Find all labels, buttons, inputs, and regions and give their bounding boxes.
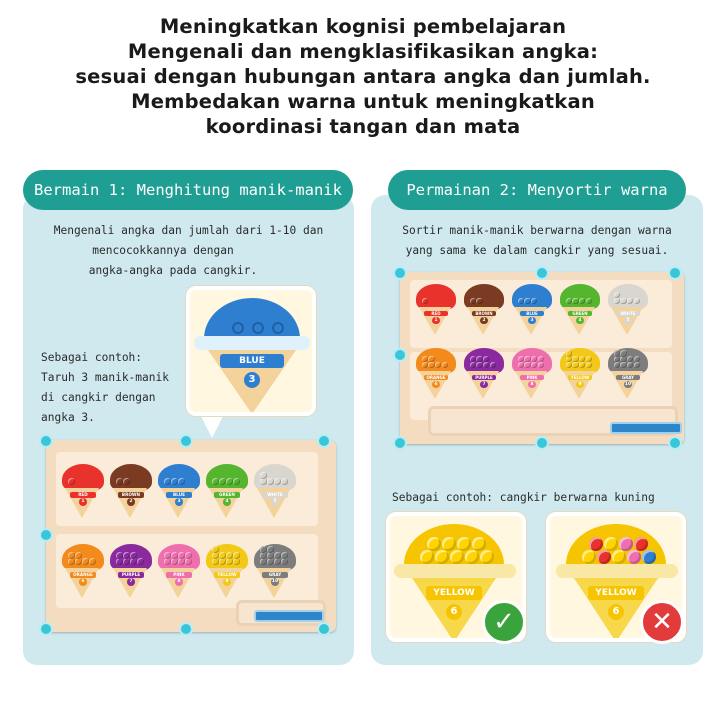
bead xyxy=(450,550,464,564)
yellow-cup-rim xyxy=(556,564,678,578)
peg xyxy=(395,350,405,360)
bead xyxy=(422,298,428,304)
bead xyxy=(226,478,233,485)
cup-number: 2 xyxy=(127,498,135,506)
bead xyxy=(267,478,274,485)
bead xyxy=(75,558,82,565)
cup-number: 5 xyxy=(271,498,279,506)
yellow-cup-rim xyxy=(394,564,516,578)
cup-number: 8 xyxy=(528,381,535,388)
cup-label: GREEN xyxy=(568,311,592,317)
cup-brown xyxy=(464,284,504,336)
bead xyxy=(435,550,449,564)
bead xyxy=(178,552,185,559)
bead xyxy=(634,537,648,551)
bead xyxy=(428,362,434,368)
cup-number: 10 xyxy=(271,579,279,585)
cup-pink xyxy=(512,348,552,400)
bead xyxy=(582,550,596,564)
cup-label: GRAY xyxy=(262,572,287,578)
bead xyxy=(267,552,274,559)
bead xyxy=(614,298,620,304)
cup-number: 10 xyxy=(624,381,632,387)
bead xyxy=(566,298,572,304)
bead xyxy=(281,558,288,565)
cup-label: GREEN xyxy=(214,492,239,498)
counting-example-3: di cangkir dengan xyxy=(41,391,156,404)
zoom-cup-label: BLUE xyxy=(220,354,284,368)
bead xyxy=(597,550,611,564)
cup-dome xyxy=(464,284,504,309)
cup-label: ORANGE xyxy=(424,375,448,381)
bead xyxy=(518,362,524,368)
peg xyxy=(537,268,547,278)
bead xyxy=(212,478,219,485)
cup-label: RED xyxy=(424,311,448,317)
bead xyxy=(572,356,578,362)
cup-label: PINK xyxy=(520,375,544,381)
headline-line-5: koordinasi tangan dan mata xyxy=(205,115,521,138)
bead xyxy=(604,537,618,551)
bead xyxy=(620,350,626,356)
bead xyxy=(634,362,640,368)
bead xyxy=(233,558,240,565)
cup-label: BROWN xyxy=(472,311,496,317)
bead xyxy=(470,362,476,368)
cup-orange xyxy=(416,348,456,400)
headline xyxy=(0,14,726,139)
cup-dome xyxy=(560,284,600,309)
bead xyxy=(524,298,530,304)
bead xyxy=(267,546,274,553)
cup-green xyxy=(206,464,248,519)
cup-green xyxy=(560,284,600,336)
bead xyxy=(123,552,130,559)
bead xyxy=(572,362,578,368)
cup-dome xyxy=(110,464,152,490)
cup-number: 5 xyxy=(624,317,631,324)
bead xyxy=(164,558,171,565)
peg xyxy=(395,438,405,448)
cup-number: 3 xyxy=(528,317,535,324)
cup-number: 6 xyxy=(79,578,87,586)
cup-blue xyxy=(158,464,200,519)
bead xyxy=(68,478,75,485)
cup-label: GRAY xyxy=(616,375,640,381)
bead xyxy=(68,558,75,565)
cup-pink xyxy=(158,544,200,599)
cup-number: 9 xyxy=(576,381,583,388)
cup-label: YELLOW xyxy=(568,375,592,381)
bead xyxy=(538,362,544,368)
cup-label: BLUE xyxy=(166,492,191,498)
bead xyxy=(476,362,482,368)
cup-number: 6 xyxy=(432,381,439,388)
bead xyxy=(226,552,233,559)
bead xyxy=(422,362,428,368)
sorting-example: Sebagai contoh: cangkir berwarna kuning xyxy=(392,491,655,504)
bead xyxy=(116,558,123,565)
cup-purple xyxy=(110,544,152,599)
cup-white xyxy=(608,284,648,336)
cup-number: 4 xyxy=(576,317,583,324)
bead xyxy=(442,537,456,551)
peg xyxy=(181,624,191,634)
peg xyxy=(670,268,680,278)
yellow-cup-label: YELLOW xyxy=(588,586,644,600)
bead xyxy=(116,552,123,559)
bead xyxy=(620,362,626,368)
cup-dome xyxy=(206,464,248,490)
cup-number: 7 xyxy=(127,578,135,586)
cup-label: ORANGE xyxy=(70,572,95,578)
bead xyxy=(472,537,486,551)
cup-label: BLUE xyxy=(520,311,544,317)
check-icon: ✓ xyxy=(482,600,526,644)
cup-label: WHITE xyxy=(262,492,287,498)
cup-orange xyxy=(62,544,104,599)
bead xyxy=(274,552,281,559)
title-counting: Bermain 1: Menghitung manik-manik xyxy=(23,170,353,210)
bead xyxy=(68,552,75,559)
cup-label: PURPLE xyxy=(472,375,496,381)
bead xyxy=(518,298,524,304)
bead xyxy=(476,356,482,362)
cup-label: PINK xyxy=(166,572,191,578)
bead xyxy=(164,478,171,485)
cup-number: 3 xyxy=(175,498,183,506)
cup-label: WHITE xyxy=(616,311,640,317)
bead xyxy=(219,552,226,559)
cup-gray xyxy=(608,348,648,400)
bead xyxy=(524,362,530,368)
bead xyxy=(226,558,233,565)
zoom-blue-cup xyxy=(186,286,316,416)
cup-dome xyxy=(62,464,104,490)
headline-line-1: Meningkatkan kognisi pembelajaran xyxy=(159,15,567,38)
bead xyxy=(612,550,626,564)
peg xyxy=(537,438,547,448)
bead xyxy=(75,552,82,559)
bead xyxy=(171,558,178,565)
bead xyxy=(171,552,178,559)
bead xyxy=(620,298,626,304)
counting-desc-1: Mengenali angka dan jumlah dari 1-10 dan xyxy=(53,224,324,237)
bead xyxy=(634,298,640,304)
cup-number: 7 xyxy=(480,381,487,388)
bead xyxy=(219,478,226,485)
bead xyxy=(260,558,267,565)
zoom-cup-number: 3 xyxy=(244,372,260,388)
cup-blue xyxy=(512,284,552,336)
cup-dome xyxy=(416,284,456,309)
sorting-desc-2: yang sama ke dalam cangkir yang sesuai. xyxy=(405,244,669,257)
yellow-cup-label: YELLOW xyxy=(426,586,482,600)
bead xyxy=(427,537,441,551)
bead xyxy=(476,298,482,304)
bead xyxy=(212,552,219,559)
bead xyxy=(465,550,479,564)
cup-yellow xyxy=(206,544,248,599)
magnetic-stick[interactable] xyxy=(610,422,682,434)
bead xyxy=(620,356,626,362)
cup-label: RED xyxy=(70,492,95,498)
bead xyxy=(614,350,620,356)
yellow-cup-number: 6 xyxy=(446,604,462,620)
counting-example-2: Taruh 3 manik-manik xyxy=(41,371,169,384)
bead xyxy=(116,478,123,485)
bead xyxy=(480,550,494,564)
peg xyxy=(395,268,405,278)
counting-desc-3: angka-angka pada cangkir. xyxy=(88,264,258,277)
headline-line-2: Mengenali dan mengklasifikasikan angka: xyxy=(127,40,599,63)
cup-number: 1 xyxy=(79,498,87,506)
yellow-cup-number: 6 xyxy=(608,604,624,620)
headline-line-3: sesuai dengan hubungan antara angka dan jumlah. xyxy=(75,65,651,88)
cup-number: 4 xyxy=(223,498,231,506)
bead xyxy=(566,350,572,356)
bead xyxy=(267,558,274,565)
bead xyxy=(233,552,240,559)
peg xyxy=(41,624,51,634)
cup-number: 1 xyxy=(432,317,439,324)
cup-white xyxy=(254,464,296,519)
bead xyxy=(164,552,171,559)
cup-number: 9 xyxy=(223,578,231,586)
zoom-cup-rim xyxy=(194,336,310,350)
counting-example-1: Sebagai contoh: xyxy=(41,351,143,364)
counting-example-4: angka 3. xyxy=(41,411,95,424)
bead xyxy=(566,362,572,368)
bead xyxy=(260,478,267,485)
title-sorting: Permainan 2: Menyortir warna xyxy=(388,170,686,210)
bead xyxy=(219,558,226,565)
bead xyxy=(260,546,267,553)
cross-icon: ✕ xyxy=(640,600,684,644)
bead xyxy=(171,478,178,485)
bead xyxy=(260,552,267,559)
bead xyxy=(614,362,620,368)
bead xyxy=(524,356,530,362)
bead xyxy=(89,558,96,565)
bead xyxy=(130,558,137,565)
bead xyxy=(642,550,656,564)
bead xyxy=(185,558,192,565)
bead xyxy=(274,478,281,485)
cup-red xyxy=(62,464,104,519)
peg xyxy=(41,530,51,540)
cup-gray xyxy=(254,544,296,599)
magnetic-stick[interactable] xyxy=(254,610,324,622)
bead xyxy=(442,362,448,368)
peg xyxy=(319,436,329,446)
bead xyxy=(619,537,633,551)
bead xyxy=(212,546,219,553)
cup-dome xyxy=(158,464,200,490)
headline-line-4: Membedakan warna untuk meningkatkan xyxy=(131,90,595,113)
bead xyxy=(82,558,89,565)
sorting-desc-1: Sortir manik-manik berwarna dengan warna xyxy=(402,224,672,237)
cup-label: BROWN xyxy=(118,492,143,498)
bead xyxy=(589,537,603,551)
bead xyxy=(428,356,434,362)
bead xyxy=(586,362,592,368)
bead xyxy=(274,558,281,565)
bead xyxy=(457,537,471,551)
bead xyxy=(130,552,137,559)
bead xyxy=(272,322,284,334)
bead xyxy=(252,322,264,334)
bead xyxy=(420,550,434,564)
bead xyxy=(260,472,267,479)
cup-purple xyxy=(464,348,504,400)
bead xyxy=(178,478,185,485)
counting-desc-2: mencocokkannya dengan xyxy=(92,244,234,257)
bead xyxy=(281,552,288,559)
bead xyxy=(123,558,130,565)
cup-dome xyxy=(512,284,552,309)
bead xyxy=(232,322,244,334)
bead xyxy=(233,478,240,485)
bead xyxy=(212,558,219,565)
bead xyxy=(281,478,288,485)
peg xyxy=(319,624,329,634)
bead xyxy=(137,558,144,565)
peg xyxy=(41,436,51,446)
bead xyxy=(123,478,130,485)
bead xyxy=(470,298,476,304)
bead xyxy=(572,298,578,304)
cup-red xyxy=(416,284,456,336)
cup-brown xyxy=(110,464,152,519)
bead xyxy=(490,362,496,368)
cup-label: PURPLE xyxy=(118,572,143,578)
peg xyxy=(181,436,191,446)
cup-number: 8 xyxy=(175,578,183,586)
bead xyxy=(185,552,192,559)
bead xyxy=(627,550,641,564)
bead xyxy=(178,558,185,565)
peg xyxy=(670,438,680,448)
cup-yellow xyxy=(560,348,600,400)
cup-number: 2 xyxy=(480,317,487,324)
cup-label: YELLOW xyxy=(214,572,239,578)
bead xyxy=(586,298,592,304)
